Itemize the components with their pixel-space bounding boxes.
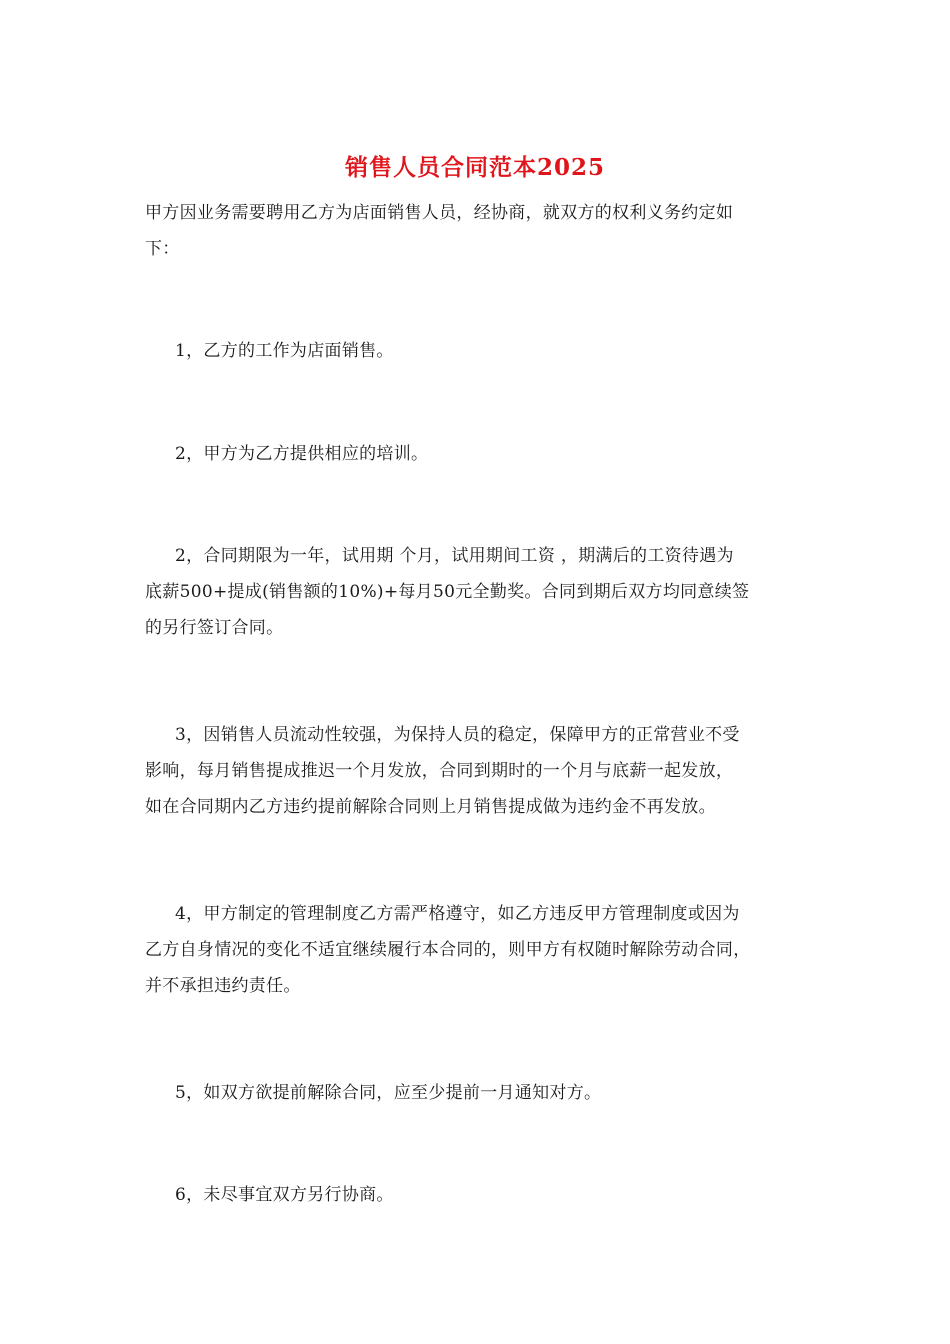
intro-paragraph [145, 195, 810, 267]
clause-line: 如在合同期内乙方违约提前解除合同则上月销售提成做为违约金不再发放。 [145, 797, 716, 817]
clause-line: 6，未尽事宜双方另行协商。 [175, 1185, 394, 1205]
clause-1 [145, 333, 810, 369]
clause-2 [145, 436, 810, 472]
clause-line: 2，甲方为乙方提供相应的培训。 [175, 444, 429, 464]
clause-line: 1，乙方的工作为店面销售。 [175, 341, 394, 361]
intro-line: 甲方因业务需要聘用乙方为店面销售人员，经协商，就双方的权利义务约定如 [145, 203, 734, 223]
clause-line: 3，因销售人员流动性较强，为保持人员的稳定，保障甲方的正常营业不受 [175, 725, 740, 745]
clause-line: 并不承担违约责任。 [145, 976, 301, 996]
document-title: 销售人员合同范本2025 [344, 154, 605, 181]
clause-line: 4，甲方制定的管理制度乙方需严格遵守，如乙方违反甲方管理制度或因为 [175, 904, 740, 924]
intro-line: 下： [145, 239, 180, 259]
clause-7 [145, 1177, 810, 1213]
clause-6 [145, 1075, 810, 1111]
clause-line: 乙方自身情况的变化不适宜继续履行本合同的，则甲方有权随时解除劳动合同， [145, 940, 751, 960]
clause-line: 5，如双方欲提前解除合同，应至少提前一月通知对方。 [175, 1083, 602, 1103]
clause-5 [145, 896, 810, 1004]
clause-3 [145, 538, 810, 646]
clause-line: 影响，每月销售提成推迟一个月发放，合同到期时的一个月与底薪一起发放， [145, 761, 734, 781]
clause-4 [145, 717, 810, 825]
clause-line: 的另行签订合同。 [145, 618, 284, 638]
clause-line: 2，合同期限为一年，试用期 个月，试用期间工资 ，期满后的工资待遇为 [175, 546, 734, 566]
clause-line: 底薪500+提成(销售额的10%)+每月50元全勤奖。合同到期后双方均同意续签 [145, 582, 750, 602]
